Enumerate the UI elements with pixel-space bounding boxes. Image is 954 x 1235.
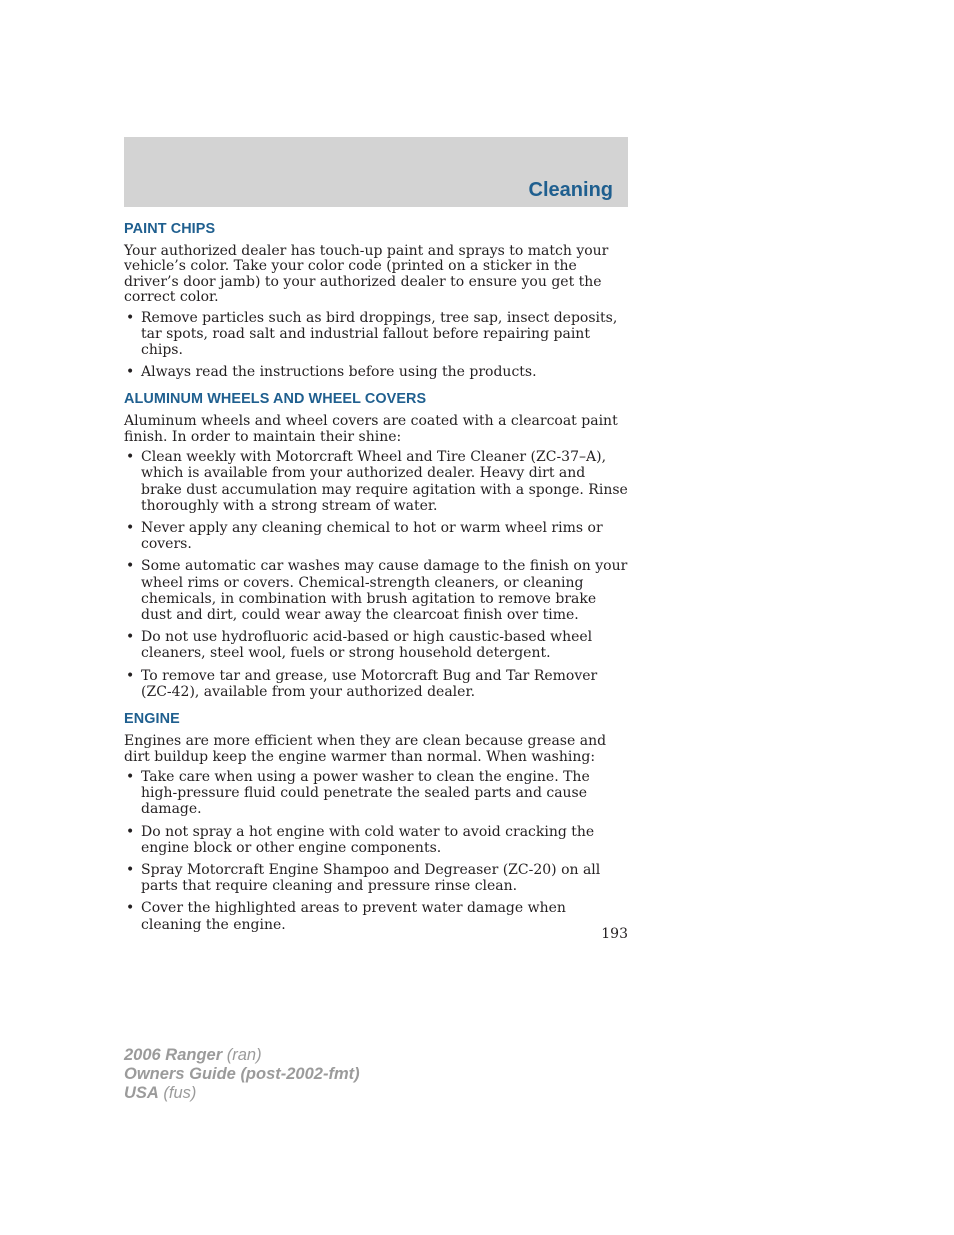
list-item: • Cover the highlighted areas to prevent water damage when cleaning the engine. (124, 900, 628, 932)
section-aluminum-wheels (124, 390, 628, 700)
footer-line-model (124, 1046, 360, 1065)
list-item: • Remove particles such as bird droppings, tree sap, insect deposits, tar spots, road salt and industrial fallout before repairing paint chips. (124, 310, 628, 359)
footer-line-guide (124, 1065, 360, 1084)
footer-market: USA (124, 1084, 159, 1102)
bullet-list (124, 310, 628, 381)
section-paint-chips (124, 220, 628, 380)
list-item: • Do not spray a hot engine with cold water to avoid cracking the engine block or other engine components. (124, 824, 628, 856)
page-title: Cleaning (528, 179, 613, 201)
section-intro: Aluminum wheels and wheel covers are coated with a clearcoat paint finish. In order to maintain their shine: (124, 413, 618, 445)
section-intro: Engines are more efficient when they are clean because grease and dirt buildup keep the engine warmer than normal. When washing: (124, 733, 607, 765)
page-content (124, 220, 628, 943)
footer-model-code: (ran) (222, 1046, 262, 1064)
bullet-list (124, 449, 628, 700)
footer-guide: Owners Guide (post-2002-fmt) (124, 1065, 360, 1083)
bullet-list (124, 769, 628, 933)
section-heading: ENGINE (124, 711, 180, 728)
list-item: • Take care when using a power washer to clean the engine. The high-pressure fluid could penetrate the sealed parts and cause damage. (124, 769, 628, 818)
document-footer (124, 1046, 360, 1103)
footer-model: 2006 Ranger (124, 1046, 223, 1064)
list-item: • To remove tar and grease, use Motorcraft Bug and Tar Remover (ZC-42), available from your authorized dealer. (124, 668, 628, 700)
list-item: • Some automatic car washes may cause damage to the finish on your wheel rims or covers. Chemical-strength cleaners, or cleaning chemicals, in combination with brush agitation to remove brake dust and dirt, could wear away the clearcoat finish over time. (124, 558, 628, 623)
list-item: • Clean weekly with Motorcraft Wheel and Tire Cleaner (ZC-37–A), which is available from your authorized dealer. Heavy dirt and brake dust accumulation may require agitation with a sponge. Rinse thoroughly with a strong stream of water. (124, 449, 628, 514)
page-number: 193 (601, 926, 628, 942)
list-item: • Always read the instructions before using the products. (124, 364, 628, 380)
list-item: • Spray Motorcraft Engine Shampoo and Degreaser (ZC-20) on all parts that require cleaning and pressure rinse clean. (124, 862, 628, 894)
section-engine (124, 710, 628, 933)
footer-market-code: (fus) (158, 1084, 197, 1102)
list-item: • Never apply any cleaning chemical to hot or warm wheel rims or covers. (124, 520, 628, 552)
section-heading: PAINT CHIPS (124, 221, 216, 237)
list-item: • Do not use hydrofluoric acid-based or high caustic-based wheel cleaners, steel wool, fuels or strong household detergent. (124, 629, 628, 661)
footer-line-market (124, 1084, 360, 1103)
section-header-band (124, 137, 628, 207)
section-heading: ALUMINUM WHEELS AND WHEEL COVERS (124, 391, 427, 408)
section-intro: Your authorized dealer has touch-up paint and sprays to match your vehicle’s color. Take your color code (printed on a sticker in the driver’s door jamb) to your authorized dealer to ensure you get the correct color. (124, 243, 609, 306)
